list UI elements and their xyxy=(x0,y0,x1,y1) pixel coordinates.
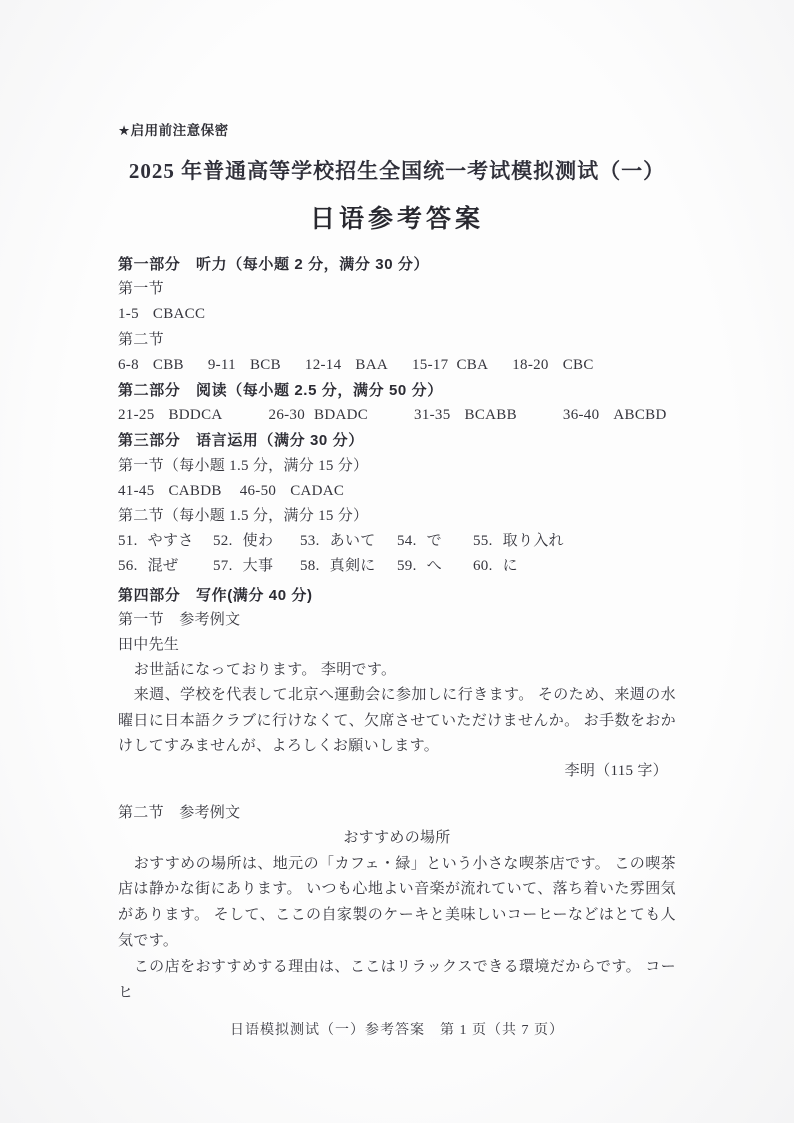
question-range: 41-45 xyxy=(118,482,155,499)
question-number: 57. xyxy=(213,558,233,575)
answer-word: 使わ xyxy=(242,533,274,550)
question-range: 9-11 xyxy=(207,356,236,373)
answer-word: 真剣に xyxy=(329,558,376,575)
part3-section1-answers xyxy=(118,479,676,504)
question-number: 55. xyxy=(473,533,493,550)
essay-paragraph-1: おすすめの場所は、地元の「カフェ・緑」という小さな喫茶店です。 この喫茶店は静かな街にあります。 いつも心地よい音楽が流れていて、落ち着いた雰囲気があります。 そして、ここの自家製のケーキと美味しいコーヒーなどはとても人気です。 xyxy=(118,855,676,950)
part3-section2-label: 第二节（每小题 1.5 分，满分 15 分） xyxy=(118,508,369,525)
part2-answers xyxy=(118,403,676,428)
question-number: 56. xyxy=(118,558,138,575)
question-number: 59. xyxy=(397,558,417,575)
answer-word: やすさ xyxy=(147,533,194,550)
answer-word: 大事 xyxy=(242,558,274,575)
answer-item xyxy=(118,554,213,579)
question-range: 36-40 xyxy=(562,407,600,424)
answer-item xyxy=(300,554,397,579)
answer-pair xyxy=(412,353,488,378)
answer-pair xyxy=(118,403,223,428)
answer-letters: CBACC xyxy=(152,306,206,323)
answer-pair xyxy=(208,353,281,378)
question-range: 18-20 xyxy=(512,356,549,373)
question-range: 12-14 xyxy=(304,356,342,373)
part3-section1-label: 第一节（每小题 1.5 分，满分 15 分） xyxy=(118,457,369,474)
question-number: 51. xyxy=(118,533,138,550)
answer-word: へ xyxy=(426,558,442,575)
question-range: 31-35 xyxy=(414,407,451,424)
answer-letters: CADAC xyxy=(290,482,345,499)
part1-heading: 第一部分 听力（每小题 2 分，满分 30 分） xyxy=(118,256,430,273)
question-number: 52. xyxy=(213,533,233,550)
answer-content xyxy=(118,252,676,1006)
answer-letters: BCB xyxy=(249,356,281,373)
answer-item xyxy=(118,529,213,554)
question-number: 58. xyxy=(300,558,320,575)
answer-letters: BAA xyxy=(355,356,388,373)
letter-signature: 李明（115 字） xyxy=(564,763,668,780)
answer-word: に xyxy=(502,558,518,575)
question-range: 1-5 xyxy=(118,306,139,323)
answer-pair xyxy=(118,479,222,504)
part1-section1-label: 第一节 xyxy=(118,281,164,298)
question-range: 6-8 xyxy=(118,356,139,373)
answer-item xyxy=(473,554,676,579)
page-footer: 日语模拟测试（一）参考答案 第 1 页（共 7 页） xyxy=(230,1023,564,1039)
answer-pair xyxy=(414,403,517,428)
answer-pair xyxy=(118,302,205,327)
question-range: 21-25 xyxy=(118,407,155,424)
question-range: 15-17 xyxy=(411,356,449,373)
answer-pair xyxy=(118,353,184,378)
essay-paragraph-2: この店をおすすめする理由は、ここはリラックスできる環境だからです。 コーヒ xyxy=(118,958,676,1001)
answer-letters: CBB xyxy=(152,356,184,373)
answer-word: あいて xyxy=(329,533,376,550)
part4-section2-label: 第二节 参考例文 xyxy=(118,805,241,822)
confidential-notice: ★启用前注意保密 xyxy=(118,123,229,138)
question-range: 46-50 xyxy=(239,482,277,499)
part4-heading: 第四部分 写作(满分 40 分) xyxy=(118,586,313,604)
answer-item xyxy=(397,529,473,554)
part3-heading: 第三部分 语言运用（满分 30 分） xyxy=(118,432,364,450)
question-range: 26-30 xyxy=(268,407,306,424)
answer-pair xyxy=(512,353,593,378)
answer-letters: CBA xyxy=(456,356,489,373)
answer-key-title: 日语参考答案 xyxy=(309,205,484,233)
answer-letters: CABDB xyxy=(168,482,222,499)
part2-heading: 第二部分 阅读（每小题 2.5 分，满分 50 分） xyxy=(118,382,443,400)
answer-letters: BCABB xyxy=(464,407,517,424)
answer-item xyxy=(213,529,300,554)
answer-pair xyxy=(305,353,388,378)
answer-item xyxy=(473,529,676,554)
answer-word: 混ぜ xyxy=(147,558,179,575)
letter-paragraph-1: お世話になっております。 李明です。 xyxy=(133,662,397,679)
answer-item xyxy=(300,529,397,554)
answer-pair xyxy=(269,403,369,428)
question-number: 53. xyxy=(300,533,320,550)
answer-pair xyxy=(240,479,345,504)
part1-section2-label: 第二节 xyxy=(118,331,164,348)
answer-letters: ABCBD xyxy=(613,407,667,424)
exam-title: 2025 年普通高等学校招生全国统一考试模拟测试（一） xyxy=(128,159,666,183)
question-number: 60. xyxy=(473,558,493,575)
part1-section1-answers xyxy=(118,302,676,327)
answer-letters: BDDCA xyxy=(168,407,223,424)
answer-item xyxy=(213,554,300,579)
part3-section2-answers-row2 xyxy=(118,554,676,579)
question-number: 54. xyxy=(397,533,417,550)
part4-section1-label: 第一节 参考例文 xyxy=(118,611,241,628)
answer-word: で xyxy=(426,533,442,550)
essay-title: おすすめの場所 xyxy=(343,830,451,847)
answer-item xyxy=(397,554,473,579)
answer-word: 取り入れ xyxy=(502,533,564,550)
answer-pair xyxy=(563,403,667,428)
letter-paragraph-2: 来週、学校を代表して北京へ運動会に参加しに行きます。 そのため、来週の水曜日に日本語クラブに行けなくて、欠席させていただけませんか。 お手数をおかけしてすみませんが、よろしくお願いします。 xyxy=(118,687,676,754)
part3-section2-answers-row1 xyxy=(118,529,676,554)
letter-salutation: 田中先生 xyxy=(118,637,180,654)
answer-letters: CBC xyxy=(562,356,594,373)
part1-section2-answers xyxy=(118,353,676,378)
answer-letters: BDADC xyxy=(314,407,369,424)
